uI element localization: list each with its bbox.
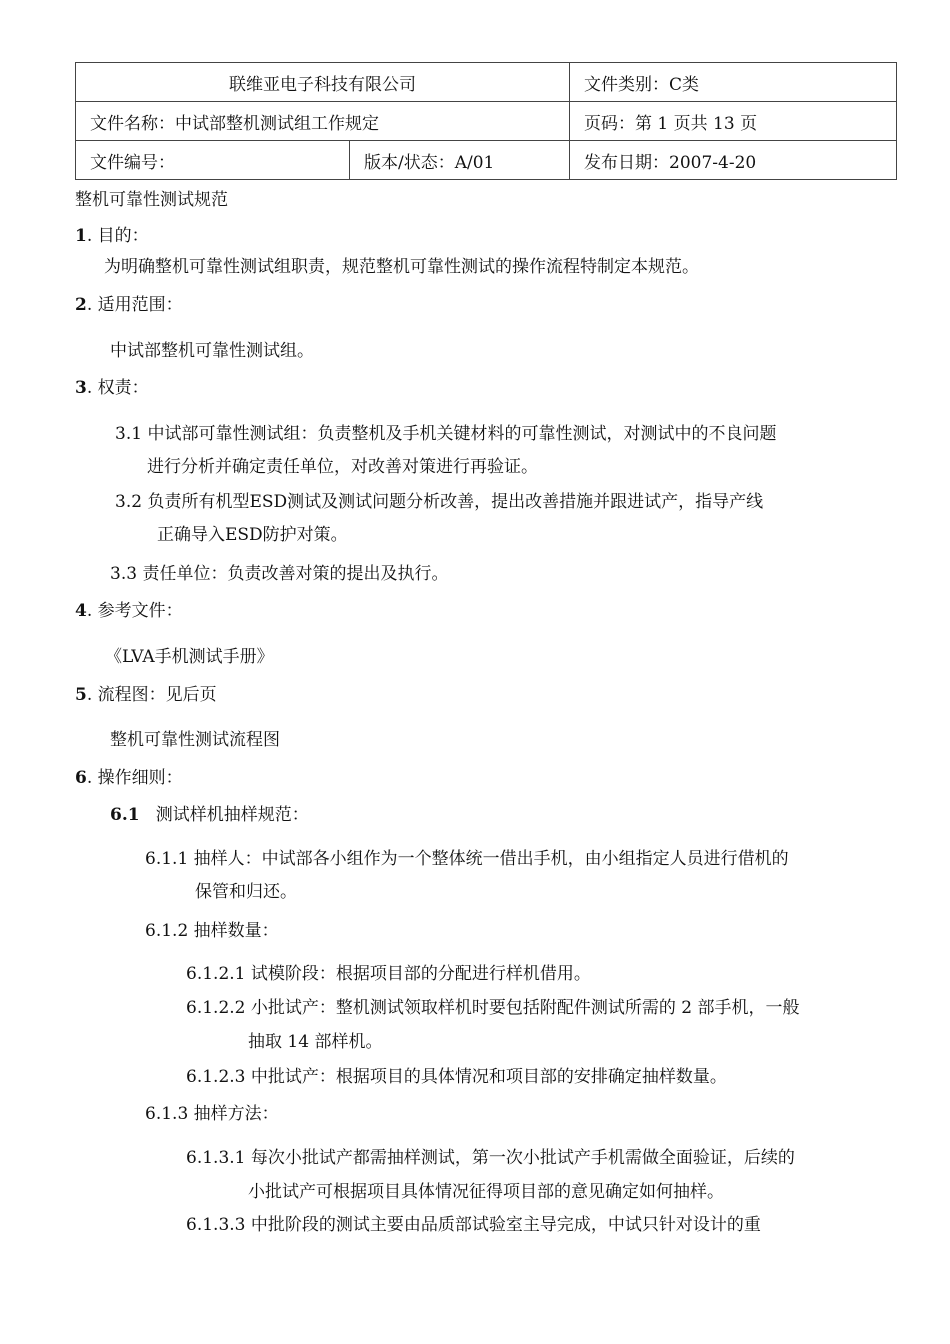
item-6-1-2: 6.1.2 抽样数量：: [145, 921, 279, 941]
section-2-body: 中试部整机可靠性测试组。: [110, 341, 314, 361]
item-6-1-3: 6.1.3 抽样方法：: [145, 1104, 279, 1124]
file-number: 文件编号：: [76, 141, 350, 180]
section-5-number: 5: [75, 685, 87, 705]
section-1-title: . 目的：: [86, 226, 149, 246]
section-4-heading: [75, 600, 183, 622]
version-status: 版本/状态：A/01: [350, 141, 570, 180]
section-6-heading: [75, 767, 183, 789]
document-header-table: [75, 62, 897, 180]
subsection-6-1-number: 6.1: [110, 805, 140, 825]
item-6-1-3-1-line-2: 小批试产可根据项目具体情况征得项目部的意见确定如何抽样。: [248, 1182, 724, 1202]
item-3-2-line-1: 3.2 负责所有机型ESD测试及测试问题分析改善，提出改善措施并跟进试产，指导产线: [115, 492, 764, 512]
section-1-heading: [75, 225, 149, 247]
section-1-number: 1: [75, 226, 87, 246]
item-6-1-2-2-line-1: 6.1.2.2 小批试产：整机测试领取样机时要包括附配件测试所需的 2 部手机，一般: [186, 998, 800, 1018]
section-3-number: 3: [75, 378, 87, 398]
section-2-number: 2: [75, 295, 87, 315]
section-3-heading: [75, 377, 149, 399]
header-row-3: [76, 141, 897, 180]
file-category: 文件类别：C类: [570, 63, 897, 102]
header-row-2: [76, 102, 897, 141]
item-6-1-1-line-1: 6.1.1 抽样人：中试部各小组作为一个整体统一借出手机，由小组指定人员进行借机的: [145, 849, 789, 869]
section-5-body: 整机可靠性测试流程图: [110, 730, 280, 750]
page-info: 页码：第 1 页共 13 页: [570, 102, 897, 141]
subsection-6-1-title: 测试样机抽样规范：: [155, 805, 309, 825]
section-4-title: . 参考文件：: [86, 601, 183, 621]
item-6-1-2-1: 6.1.2.1 试模阶段：根据项目部的分配进行样机借用。: [186, 964, 591, 984]
item-6-1-3-1-line-1: 6.1.3.1 每次小批试产都需抽样测试，第一次小批试产手机需做全面验证，后续的: [186, 1148, 795, 1168]
section-5-heading: [75, 684, 217, 706]
item-3-2-line-2: 正确导入ESD防护对策。: [157, 525, 348, 545]
file-name: 文件名称：中试部整机测试组工作规定: [76, 102, 570, 141]
section-5-title: . 流程图：见后页: [86, 685, 217, 705]
item-3-1-line-1: 3.1 中试部可靠性测试组：负责整机及手机关键材料的可靠性测试，对测试中的不良问题: [115, 424, 777, 444]
section-2-title: . 适用范围：: [86, 295, 183, 315]
issue-date: 发布日期：2007-4-20: [570, 141, 897, 180]
section-4-number: 4: [75, 601, 87, 621]
section-6-title: . 操作细则：: [86, 768, 183, 788]
item-6-1-1-line-2: 保管和归还。: [195, 882, 297, 902]
item-6-1-2-3: 6.1.2.3 中批试产：根据项目的具体情况和项目部的安排确定抽样数量。: [186, 1067, 727, 1087]
company-name: 联维亚电子科技有限公司: [76, 63, 570, 102]
header-row-1: [76, 63, 897, 102]
subsection-6-1-heading: [110, 804, 309, 826]
item-3-3: 3.3 责任单位：负责改善对策的提出及执行。: [110, 564, 449, 584]
item-6-1-3-3-line-1: 6.1.3.3 中批阶段的测试主要由品质部试验室主导完成，中试只针对设计的重: [186, 1215, 761, 1235]
section-3-title: . 权责：: [86, 378, 149, 398]
item-3-1-line-2: 进行分析并确定责任单位，对改善对策进行再验证。: [147, 457, 538, 477]
document-title: 整机可靠性测试规范: [75, 190, 228, 210]
item-6-1-2-2-line-2: 抽取 14 部样机。: [248, 1032, 383, 1052]
section-4-body: 《LVA手机测试手册》: [105, 647, 274, 667]
section-6-number: 6: [75, 768, 87, 788]
section-2-heading: [75, 294, 183, 316]
section-1-body: 为明确整机可靠性测试组职责，规范整机可靠性测试的操作流程特制定本规范。: [104, 257, 699, 277]
